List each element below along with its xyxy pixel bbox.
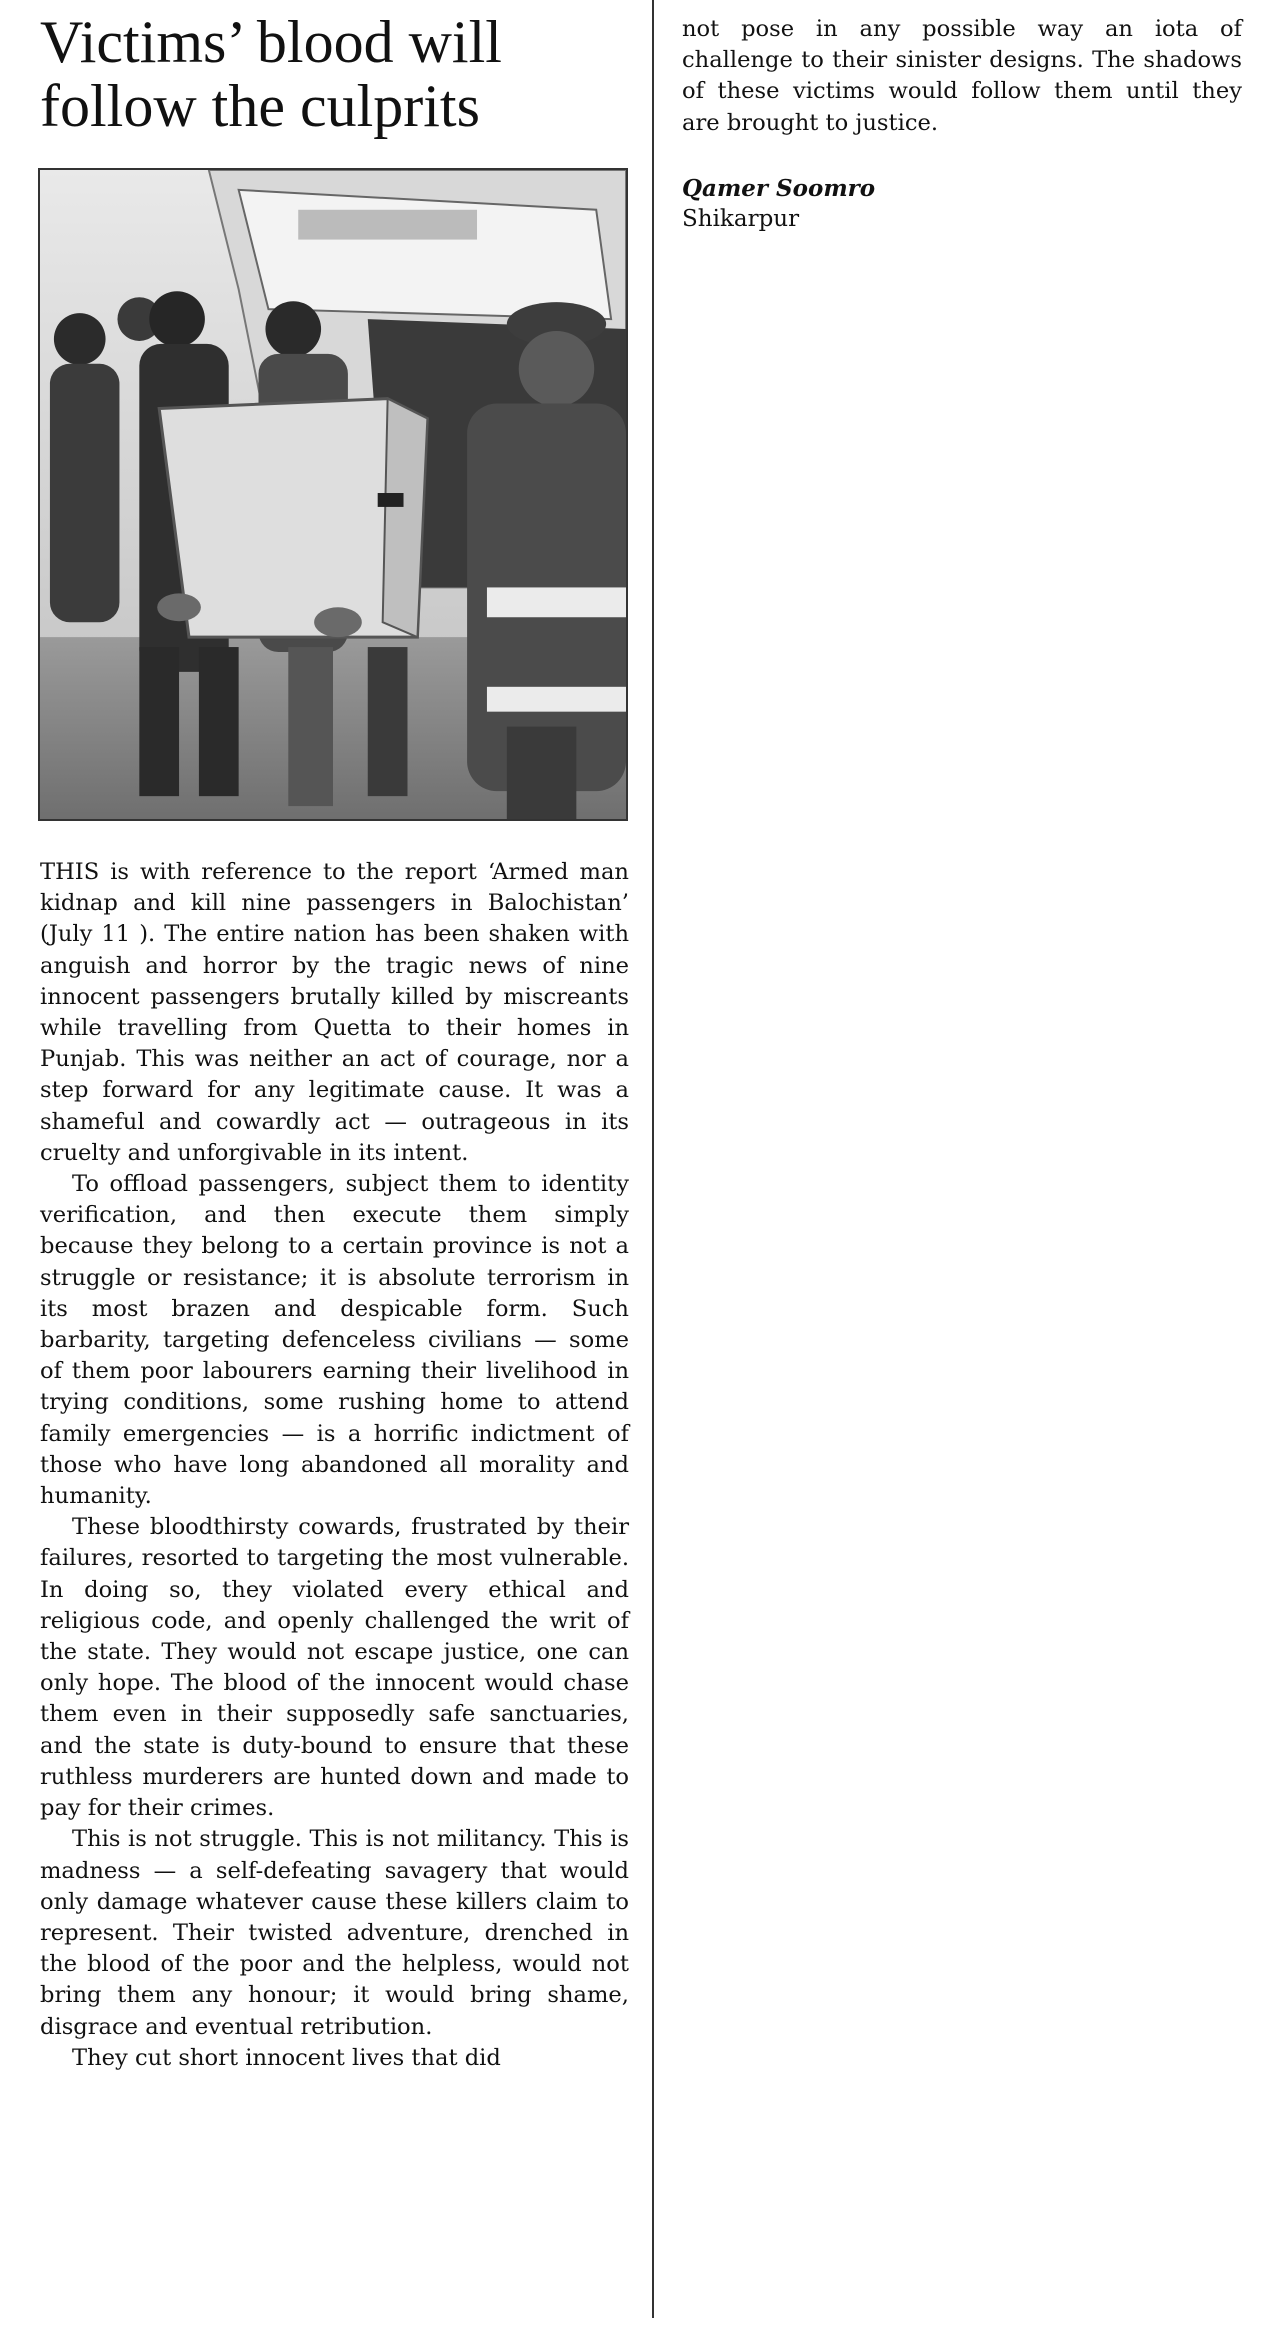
- photo-pallbearers-carrying-coffin-icon: [40, 170, 626, 819]
- headline: Victims’ blood will follow the culprits: [40, 9, 502, 139]
- paragraph: To offload passengers, subject them to identity verification, and then execute them simply because they belong to a certain province is not a struggle or resistance; it is absolute terrorism in its most brazen and despicable form. Such barbarity, targeting defenceless civilians — some of them poor labourers earning their livelihood in trying conditions, some rushing home to attend family emergencies — is a horrific indictment of those who have long abandoned all morality and humanity.: [40, 1171, 629, 1510]
- news-photo: [38, 168, 628, 821]
- author-signature: [682, 173, 1242, 235]
- column-divider: [652, 0, 654, 2318]
- paragraph: not pose in any possible way an iota of challenge to their sinister designs. The shadows of these victims would follow them until they are brought to justice.: [682, 16, 1242, 136]
- paragraph: These bloodthirsty cowards, frustrated by their failures, resorted to targeting the most vulnerable. In doing so, they violated every ethical and religious code, and openly challenged the writ of the state. They would not escape justice, one can only hope. The blood of the innocent would chase them even in their supposedly safe sanctuaries, and the state is duty-bound to ensure that these ruthless murderers are hunted down and made to pay for their crimes.: [40, 1514, 629, 1822]
- letter-body-column-1: [40, 857, 629, 2074]
- letter-body-column-2: [682, 14, 1242, 235]
- paragraph: THIS is with reference to the report ‘Armed man kidnap and kill nine passengers in Balochistan’ (July 11 ). The entire nation has been shaken with anguish and horror by the tragic news of nine innocent passengers brutally killed by miscreants while travelling from Quetta to their homes in Punjab. This was neither an act of courage, nor a step forward for any legitimate cause. It was a shameful and cowardly act — outrageous in its cruelty and unforgivable in its intent.: [40, 859, 629, 1166]
- paragraph: They cut short innocent lives that did: [72, 2044, 501, 2071]
- author-place: Shikarpur: [682, 205, 800, 232]
- author-name: Qamer Soomro: [682, 174, 876, 202]
- paragraph: This is not struggle. This is not militancy. This is madness — a self-defeating savagery that would only damage whatever cause these killers claim to represent. Their twisted adventure, drenched in the blood of the poor and the helpless, would not bring them any honour; it would bring shame, disgrace and eventual retribution.: [40, 1826, 629, 2040]
